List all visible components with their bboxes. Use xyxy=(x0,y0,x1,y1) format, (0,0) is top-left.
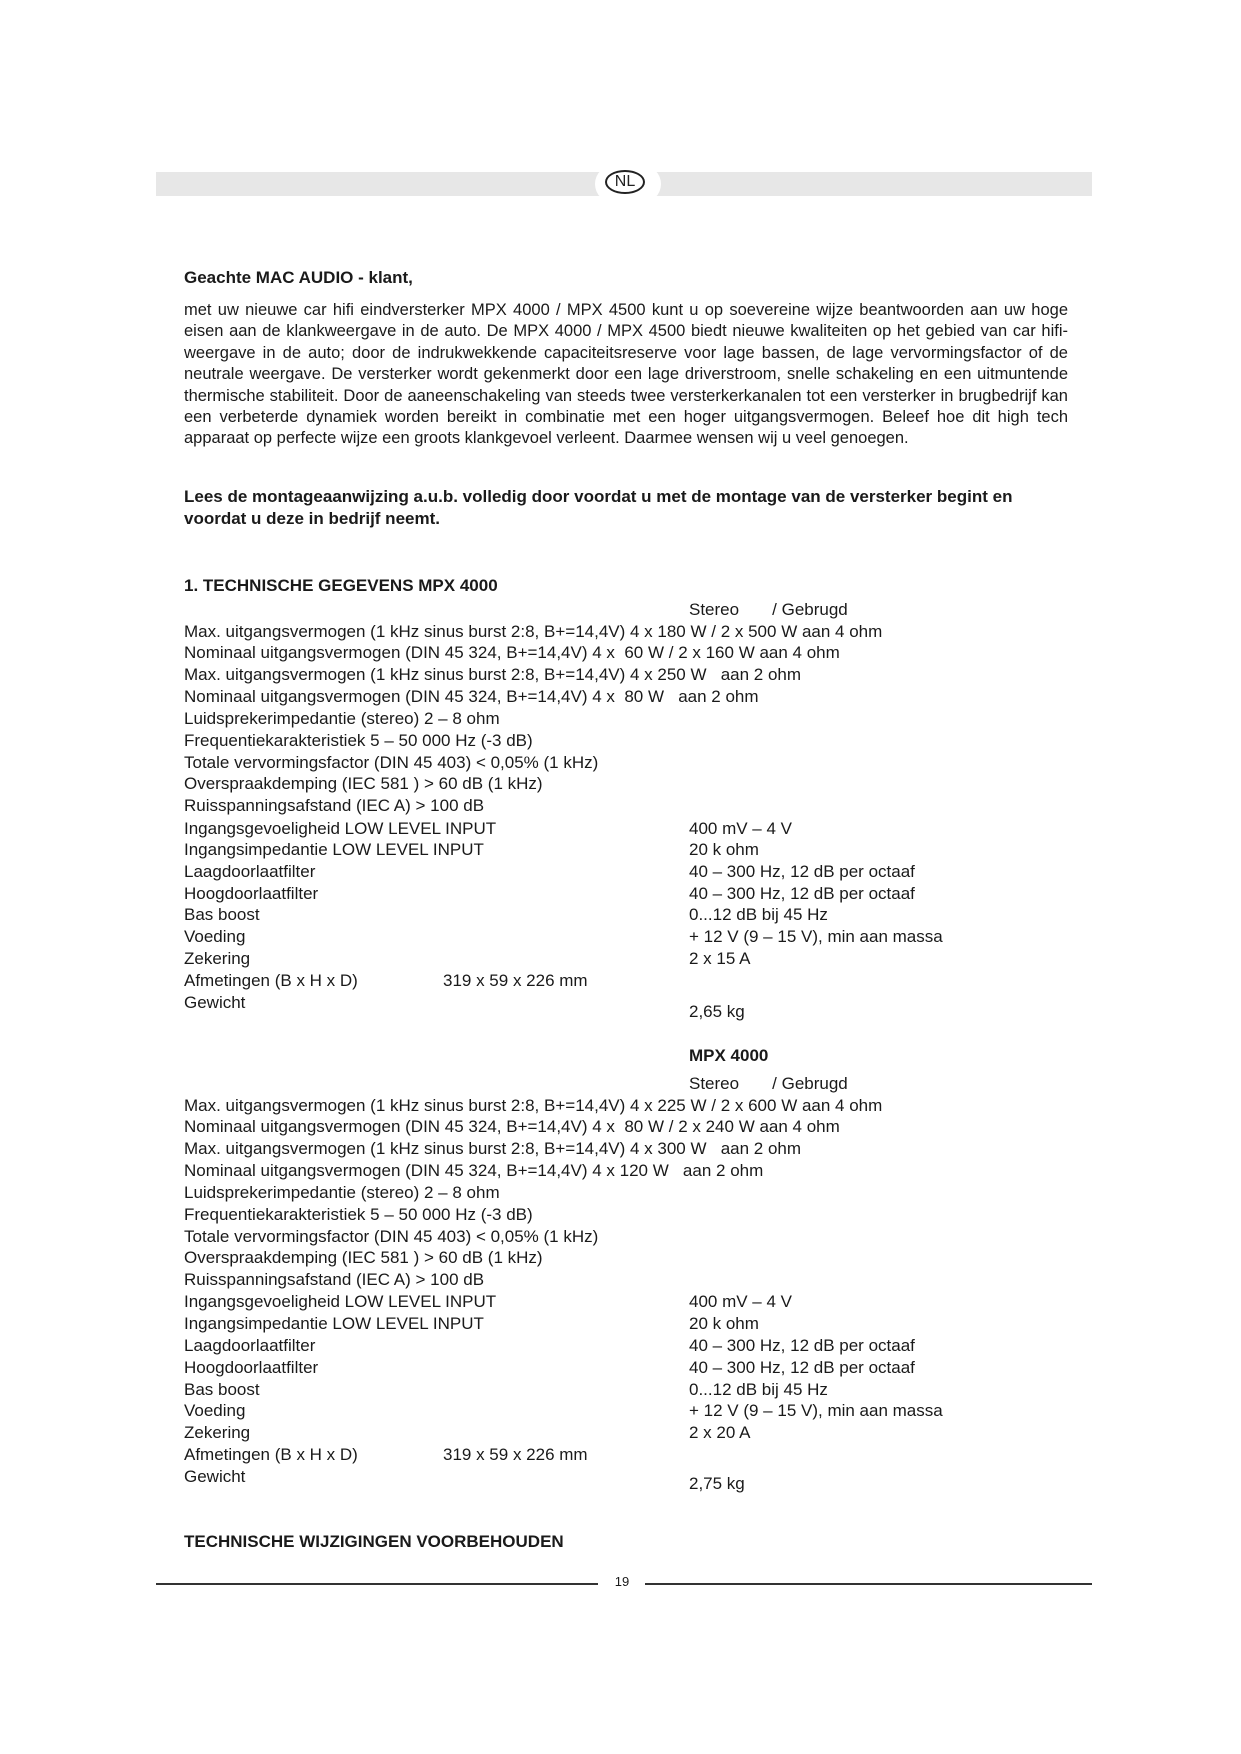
spec-label: Hoogdoorlaatfilter xyxy=(184,1358,319,1377)
spec-line: Nominaal uitgangsvermogen (DIN 45 324, B+=14,4V) 4 x 80 W / 2 x 240 W aan 4 ohm xyxy=(184,1117,840,1136)
page-number: 19 xyxy=(614,1574,630,1589)
spec-line: Nominaal uitgangsvermogen (DIN 45 324, B+=14,4V) 4 x 120 W aan 2 ohm xyxy=(184,1161,764,1180)
spec-line: Overspraakdemping (IEC 581 ) > 60 dB (1 kHz) xyxy=(184,1248,543,1267)
spec-label: Zekering xyxy=(184,949,251,968)
spec-line: Max. uitgangsvermogen (1 kHz sinus burst 2:8, B+=14,4V) 4 x 225 W / 2 x 600 W aan 4 ohm xyxy=(184,1096,883,1115)
spec-line: Max. uitgangsvermogen (1 kHz sinus burst 2:8, B+=14,4V) 4 x 250 W aan 2 ohm xyxy=(184,665,802,684)
spec-value: 20 k ohm xyxy=(689,840,759,859)
intro-paragraph: met uw nieuwe car hifi eindversterker MPX 4000 / MPX 4500 kunt u op soevereine wijze beantwoorden aan uw hoge eisen aan de klankweergave in de auto. De MPX 4000 / MPX 4500 biedt nieuwe kwaliteiten op het gebied van car hifi-weergave in de auto; door de indrukwekkende capaciteitsreserve voor lage bassen, de lage vervormingsfactor of de neutrale weergave. De versterker wordt gekenmerkt door een lage driverstroom, snelle schakeling en een uitmuntende thermische stabiliteit. Door de aaneenschakeling van steeds twee versterkerkanalen tot een versterker in brugbedrijf kan een verbeterde dynamiek worden bereikt in combinatie met een hoger uitgangsvermogen. Beleef hoe dit high tech apparaat op perfecte wijze een groots klankgevoel verleent. Daarmee wensen wij u veel genoegen. xyxy=(184,301,1068,448)
section-title: 1. TECHNISCHE GEGEVENS MPX 4000 xyxy=(184,576,498,595)
spec-label: Ingangsgevoeligheid LOW LEVEL INPUT xyxy=(184,819,497,838)
spec-label: Voeding xyxy=(184,1401,246,1420)
spec-value: 40 – 300 Hz, 12 dB per octaaf xyxy=(689,1336,915,1355)
greeting: Geachte MAC AUDIO - klant, xyxy=(184,268,413,287)
spec-line: Ruisspanningsafstand (IEC A) > 100 dB xyxy=(184,796,485,815)
stereo-header: Stereo / Gebrugd xyxy=(689,600,848,619)
spec-line: Totale vervormingsfactor (DIN 45 403) < 0,05% (1 kHz) xyxy=(184,753,599,772)
spec-line: Totale vervormingsfactor (DIN 45 403) < 0,05% (1 kHz) xyxy=(184,1227,599,1246)
spec-line: Frequentiekarakteristiek 5 – 50 000 Hz (-3 dB) xyxy=(184,731,533,750)
spec-label: Bas boost xyxy=(184,905,260,924)
spec-line: Nominaal uitgangsvermogen (DIN 45 324, B+=14,4V) 4 x 60 W / 2 x 160 W aan 4 ohm xyxy=(184,643,840,662)
spec-label: Hoogdoorlaatfilter xyxy=(184,884,319,903)
notice-paragraph: Lees de montageaanwijzing a.u.b. volledig door voordat u met de montage van de versterker begint en voordat u deze in bedrijf neemt. xyxy=(184,487,1013,528)
spec-value: + 12 V (9 – 15 V), min aan massa xyxy=(689,1401,943,1420)
spec-line: Max. uitgangsvermogen (1 kHz sinus burst 2:8, B+=14,4V) 4 x 300 W aan 2 ohm xyxy=(184,1139,802,1158)
spec-line: Max. uitgangsvermogen (1 kHz sinus burst 2:8, B+=14,4V) 4 x 180 W / 2 x 500 W aan 4 ohm xyxy=(184,622,883,641)
spec-label: Gewicht xyxy=(184,1467,246,1486)
spec-value: 2,75 kg xyxy=(689,1474,745,1493)
spec-line: Luidsprekerimpedantie (stereo) 2 – 8 ohm xyxy=(184,709,500,728)
spec-label: Laagdoorlaatfilter xyxy=(184,862,316,881)
spec-line: Overspraakdemping (IEC 581 ) > 60 dB (1 kHz) xyxy=(184,774,543,793)
spec-label: Afmetingen (B x H x D) xyxy=(184,971,358,990)
footer-rule-right xyxy=(645,1583,1092,1585)
spec-value: 2 x 15 A xyxy=(689,949,751,968)
spec-value: 40 – 300 Hz, 12 dB per octaaf xyxy=(689,862,915,881)
footer-rule-left xyxy=(156,1583,598,1585)
spec-value: 20 k ohm xyxy=(689,1314,759,1333)
spec-value: 400 mV – 4 V xyxy=(689,1292,793,1311)
spec-value: 40 – 300 Hz, 12 dB per octaaf xyxy=(689,1358,915,1377)
spec-label: Bas boost xyxy=(184,1380,260,1399)
spec-value: 40 – 300 Hz, 12 dB per octaaf xyxy=(689,884,915,903)
footer-title: TECHNISCHE WIJZIGINGEN VOORBEHOUDEN xyxy=(184,1532,564,1551)
spec-dimensions: 319 x 59 x 226 mm xyxy=(443,971,588,990)
spec-label: Ingangsimpedantie LOW LEVEL INPUT xyxy=(184,840,484,859)
language-label: NL xyxy=(605,170,645,194)
spec-dimensions: 319 x 59 x 226 mm xyxy=(443,1445,588,1464)
spec-label: Ingangsimpedantie LOW LEVEL INPUT xyxy=(184,1314,484,1333)
spec-line: Frequentiekarakteristiek 5 – 50 000 Hz (-3 dB) xyxy=(184,1205,533,1224)
spec-value: 2,65 kg xyxy=(689,1002,745,1021)
spec-label: Laagdoorlaatfilter xyxy=(184,1336,316,1355)
spec-value: + 12 V (9 – 15 V), min aan massa xyxy=(689,927,943,946)
spec-label: Voeding xyxy=(184,927,246,946)
spec-value: 0...12 dB bij 45 Hz xyxy=(689,1380,828,1399)
spec-line: Ruisspanningsafstand (IEC A) > 100 dB xyxy=(184,1270,485,1289)
spec-line: Luidsprekerimpedantie (stereo) 2 – 8 ohm xyxy=(184,1183,500,1202)
model-subheading: MPX 4000 xyxy=(689,1046,769,1065)
spec-label: Zekering xyxy=(184,1423,251,1442)
spec-label: Gewicht xyxy=(184,993,246,1012)
spec-label: Afmetingen (B x H x D) xyxy=(184,1445,358,1464)
spec-line: Nominaal uitgangsvermogen (DIN 45 324, B+=14,4V) 4 x 80 W aan 2 ohm xyxy=(184,687,759,706)
spec-value: 2 x 20 A xyxy=(689,1423,751,1442)
spec-label: Ingangsgevoeligheid LOW LEVEL INPUT xyxy=(184,1292,497,1311)
spec-value: 0...12 dB bij 45 Hz xyxy=(689,905,828,924)
spec-value: 400 mV – 4 V xyxy=(689,819,793,838)
stereo-header: Stereo / Gebrugd xyxy=(689,1074,848,1093)
